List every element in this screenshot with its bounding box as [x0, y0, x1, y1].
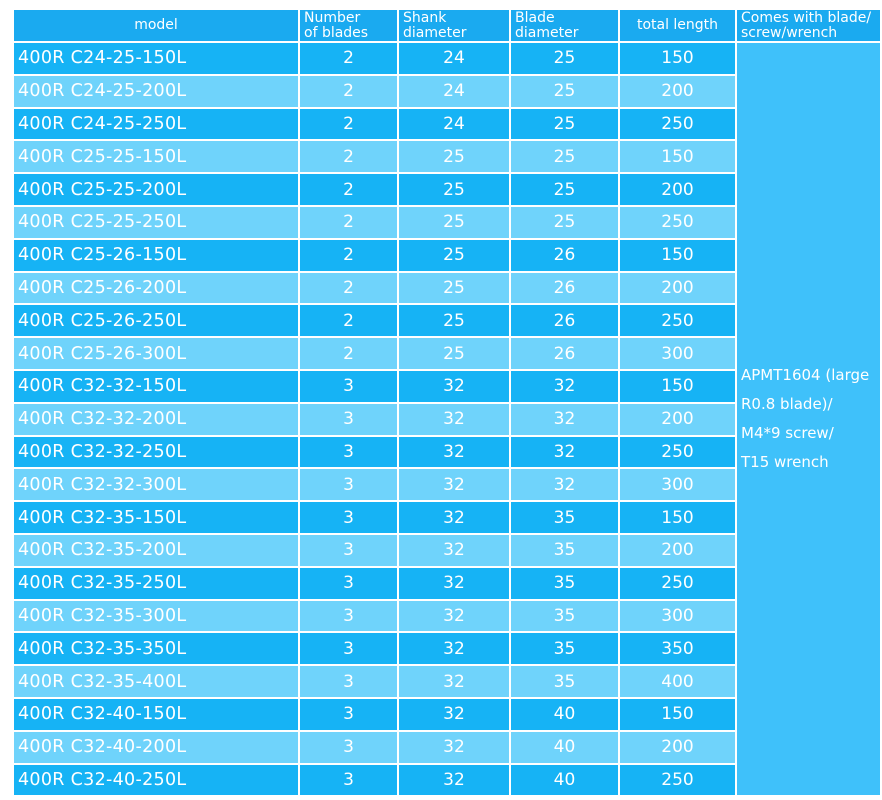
cell-shank-diameter: 25	[399, 174, 509, 205]
header-model	[14, 10, 298, 41]
cell-shank-diameter: 32	[399, 666, 509, 697]
header-row	[14, 10, 880, 41]
header-blade-diameter-line-2: diameter	[515, 25, 579, 41]
cell-total-length: 150	[620, 141, 735, 172]
header-model-label: model	[134, 17, 178, 33]
cell-total-length: 250	[620, 765, 735, 796]
cell-total-length: 400	[620, 666, 735, 697]
cell-number-of-blades: 3	[300, 666, 397, 697]
cell-number-of-blades: 2	[300, 109, 397, 140]
cell-model: 400R C25-25-150L	[14, 141, 298, 172]
cell-total-length: 150	[620, 371, 735, 402]
cell-shank-diameter: 32	[399, 437, 509, 468]
header-shank-diameter-line-2: diameter	[403, 25, 467, 41]
cell-blade-diameter: 25	[511, 174, 618, 205]
cell-blade-diameter: 26	[511, 273, 618, 304]
cell-blade-diameter: 40	[511, 732, 618, 763]
spec-sheet	[12, 8, 872, 792]
cell-number-of-blades: 3	[300, 437, 397, 468]
cell-model: 400R C25-25-250L	[14, 207, 298, 238]
cell-blade-diameter: 26	[511, 240, 618, 271]
header-total-length-label: total length	[636, 17, 719, 33]
cell-blade-diameter: 40	[511, 699, 618, 730]
cell-blade-diameter: 32	[511, 437, 618, 468]
cell-model: 400R C24-25-150L	[14, 43, 298, 74]
cell-blade-diameter: 25	[511, 76, 618, 107]
cell-blade-diameter: 40	[511, 765, 618, 796]
cell-shank-diameter: 24	[399, 76, 509, 107]
cell-blade-diameter: 25	[511, 43, 618, 74]
table-row	[14, 43, 880, 74]
table-body	[14, 43, 880, 795]
header-number-of-blades-line-1: Number	[304, 10, 361, 26]
cell-model: 400R C32-35-400L	[14, 666, 298, 697]
cell-number-of-blades: 3	[300, 469, 397, 500]
cell-blade-diameter: 32	[511, 371, 618, 402]
cell-blade-diameter: 25	[511, 207, 618, 238]
cell-shank-diameter: 25	[399, 240, 509, 271]
cell-number-of-blades: 3	[300, 371, 397, 402]
cell-total-length: 200	[620, 404, 735, 435]
cell-total-length: 300	[620, 601, 735, 632]
cell-blade-diameter: 32	[511, 404, 618, 435]
cell-model: 400R C25-26-150L	[14, 240, 298, 271]
cell-model: 400R C32-40-250L	[14, 765, 298, 796]
cell-number-of-blades: 2	[300, 141, 397, 172]
header-shank-diameter-line-1: Shank	[403, 10, 447, 26]
cell-shank-diameter: 32	[399, 371, 509, 402]
cell-shank-diameter: 32	[399, 699, 509, 730]
cell-total-length: 200	[620, 732, 735, 763]
cell-blade-diameter: 35	[511, 535, 618, 566]
header-comes-with-line-2: screw/wrench	[741, 25, 838, 41]
cell-total-length: 250	[620, 207, 735, 238]
table-header	[14, 10, 880, 41]
cell-total-length: 300	[620, 469, 735, 500]
cell-shank-diameter: 25	[399, 141, 509, 172]
cell-total-length: 250	[620, 568, 735, 599]
cell-shank-diameter: 24	[399, 43, 509, 74]
cell-total-length: 250	[620, 437, 735, 468]
cell-model: 400R C25-26-200L	[14, 273, 298, 304]
cell-total-length: 200	[620, 174, 735, 205]
cell-model: 400R C25-26-300L	[14, 338, 298, 369]
cell-blade-diameter: 26	[511, 305, 618, 336]
cell-total-length: 150	[620, 699, 735, 730]
cell-number-of-blades: 3	[300, 404, 397, 435]
cell-total-length: 200	[620, 76, 735, 107]
cell-number-of-blades: 3	[300, 568, 397, 599]
accessory-note-line: APMT1604 (large	[741, 366, 870, 385]
cell-model: 400R C32-32-200L	[14, 404, 298, 435]
cell-model: 400R C32-40-150L	[14, 699, 298, 730]
cell-model: 400R C25-25-200L	[14, 174, 298, 205]
cell-shank-diameter: 25	[399, 207, 509, 238]
cell-shank-diameter: 32	[399, 404, 509, 435]
cell-total-length: 200	[620, 535, 735, 566]
cell-number-of-blades: 3	[300, 765, 397, 796]
cell-model: 400R C25-26-250L	[14, 305, 298, 336]
accessory-note-line: M4*9 screw/	[741, 424, 834, 443]
cell-model: 400R C24-25-250L	[14, 109, 298, 140]
cell-blade-diameter: 32	[511, 469, 618, 500]
cell-blade-diameter: 35	[511, 633, 618, 664]
cell-total-length: 250	[620, 109, 735, 140]
header-shank-diameter	[399, 10, 509, 41]
cell-shank-diameter: 25	[399, 305, 509, 336]
cell-model: 400R C32-35-300L	[14, 601, 298, 632]
cell-number-of-blades: 2	[300, 273, 397, 304]
cell-model: 400R C32-32-300L	[14, 469, 298, 500]
cell-model: 400R C32-32-250L	[14, 437, 298, 468]
header-total-length	[620, 10, 735, 41]
cell-total-length: 350	[620, 633, 735, 664]
cell-number-of-blades: 2	[300, 305, 397, 336]
cell-number-of-blades: 2	[300, 207, 397, 238]
cell-number-of-blades: 2	[300, 43, 397, 74]
cell-model: 400R C32-35-200L	[14, 535, 298, 566]
cell-blade-diameter: 25	[511, 109, 618, 140]
cell-model: 400R C32-32-150L	[14, 371, 298, 402]
cell-number-of-blades: 3	[300, 633, 397, 664]
header-blade-diameter	[511, 10, 618, 41]
cell-blade-diameter: 35	[511, 601, 618, 632]
cell-number-of-blades: 2	[300, 338, 397, 369]
cell-blade-diameter: 26	[511, 338, 618, 369]
cell-total-length: 150	[620, 43, 735, 74]
cell-shank-diameter: 32	[399, 732, 509, 763]
cell-blade-diameter: 35	[511, 568, 618, 599]
cell-shank-diameter: 32	[399, 765, 509, 796]
cell-shank-diameter: 32	[399, 568, 509, 599]
cell-number-of-blades: 3	[300, 535, 397, 566]
cell-number-of-blades: 2	[300, 240, 397, 271]
cell-total-length: 150	[620, 502, 735, 533]
header-number-of-blades	[300, 10, 397, 41]
cell-number-of-blades: 2	[300, 174, 397, 205]
cell-number-of-blades: 2	[300, 76, 397, 107]
cell-shank-diameter: 24	[399, 109, 509, 140]
cell-number-of-blades: 3	[300, 601, 397, 632]
cell-total-length: 200	[620, 273, 735, 304]
header-number-of-blades-line-2: of blades	[304, 25, 369, 41]
cell-model: 400R C32-35-250L	[14, 568, 298, 599]
cell-total-length: 300	[620, 338, 735, 369]
cell-shank-diameter: 32	[399, 502, 509, 533]
cell-model: 400R C32-40-200L	[14, 732, 298, 763]
cell-blade-diameter: 35	[511, 666, 618, 697]
header-comes-with	[737, 10, 880, 41]
header-comes-with-line-1: Comes with blade/	[741, 10, 872, 26]
cell-total-length: 250	[620, 305, 735, 336]
cell-model: 400R C24-25-200L	[14, 76, 298, 107]
cell-number-of-blades: 3	[300, 699, 397, 730]
cell-model: 400R C32-35-150L	[14, 502, 298, 533]
milling-cutter-spec-table	[12, 8, 882, 797]
cell-accessory-note	[737, 43, 880, 795]
cell-shank-diameter: 32	[399, 633, 509, 664]
cell-total-length: 150	[620, 240, 735, 271]
cell-shank-diameter: 25	[399, 273, 509, 304]
cell-blade-diameter: 35	[511, 502, 618, 533]
cell-number-of-blades: 3	[300, 502, 397, 533]
accessory-note-line: R0.8 blade)/	[741, 395, 833, 414]
cell-shank-diameter: 32	[399, 535, 509, 566]
cell-model: 400R C32-35-350L	[14, 633, 298, 664]
cell-shank-diameter: 32	[399, 601, 509, 632]
cell-shank-diameter: 25	[399, 338, 509, 369]
accessory-note-line: T15 wrench	[741, 453, 829, 472]
cell-blade-diameter: 25	[511, 141, 618, 172]
header-blade-diameter-line-1: Blade	[515, 10, 555, 26]
cell-number-of-blades: 3	[300, 732, 397, 763]
cell-shank-diameter: 32	[399, 469, 509, 500]
